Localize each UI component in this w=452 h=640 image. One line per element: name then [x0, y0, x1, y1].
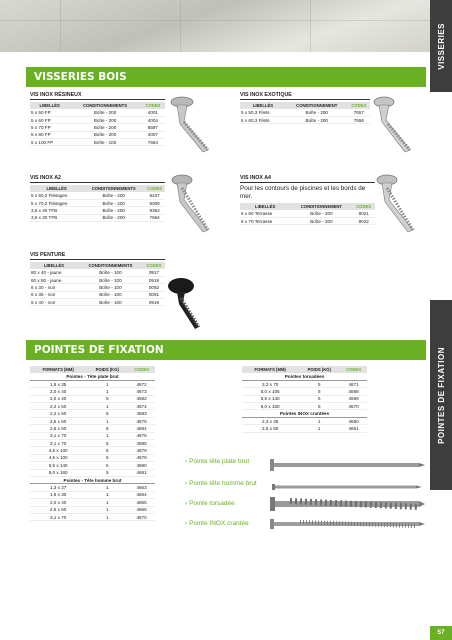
- section-banner-fixation: POINTES DE FIXATION: [26, 340, 426, 360]
- table-cell: 5 x 60,2 Filetages: [30, 192, 83, 199]
- table-row: [30, 109, 165, 116]
- table-cell: 7656: [348, 116, 370, 123]
- table-cell: 4664: [128, 491, 155, 498]
- table-row: [30, 131, 165, 138]
- table-cell: 3,5 x 30 TFB: [30, 214, 83, 221]
- table-cell: 2,0 x 40: [30, 388, 86, 395]
- table-row: [30, 269, 165, 276]
- table-cell: 4682: [128, 395, 155, 402]
- table-row: [30, 214, 165, 221]
- table-cell: 1: [86, 499, 128, 506]
- table-cell: Boîte - 200: [69, 109, 140, 116]
- table-cell: 2,5 x 60: [30, 425, 86, 432]
- block-vis-inox-resineux: [30, 92, 165, 146]
- table-cell: 3,1 x 70: [30, 432, 86, 439]
- table-row: [30, 403, 155, 410]
- table-cell: 4680: [128, 462, 155, 469]
- table-cell: 5 x 60,3 Filets: [240, 116, 286, 123]
- table-cell: 9021: [352, 210, 375, 217]
- table-cell: Boîte - 200: [69, 116, 140, 123]
- table-cell: 4684: [128, 425, 155, 432]
- table-cell: 0091: [143, 291, 165, 298]
- table-header-row: [30, 366, 155, 373]
- table-row: [30, 299, 165, 306]
- table-cell: 6 x 100 FP: [30, 139, 69, 146]
- product-table: [240, 203, 375, 225]
- table-row: [30, 462, 155, 469]
- table-cell: 5: [298, 380, 340, 387]
- chevron-right-icon: ›: [185, 458, 188, 465]
- product-table: [240, 102, 370, 124]
- table-cell: 4660: [340, 417, 367, 424]
- table-cell: 5: [298, 395, 340, 402]
- table-cell: 5: [86, 469, 128, 476]
- column-header: CONDITIONNEMENTS: [78, 262, 143, 269]
- table-cell: 5: [86, 395, 128, 402]
- header-photo: [0, 0, 452, 52]
- table-cell: 5 x 80 FP: [30, 131, 69, 138]
- table-cell: 1: [86, 491, 128, 498]
- table-cell: 4676: [128, 432, 155, 439]
- table-header-row: [30, 185, 165, 192]
- table-cell: Boîte - 100: [78, 299, 143, 306]
- table-row: [30, 447, 155, 454]
- nail-image-twisted: [270, 496, 425, 512]
- table-cell: 3,1 x 70: [30, 440, 86, 447]
- table-cell: 5: [298, 388, 340, 395]
- table-row: [242, 403, 367, 410]
- page-number: 57: [430, 626, 452, 640]
- group-title-row: [242, 410, 367, 417]
- table-cell: 1: [298, 417, 340, 424]
- table-cell: 4685: [128, 440, 155, 447]
- table-cell: 5: [86, 462, 128, 469]
- product-table: [30, 185, 165, 222]
- table-cell: 1: [86, 506, 128, 513]
- screw-image: [170, 92, 220, 158]
- table-cell: 4670: [128, 513, 155, 520]
- table-cell: Boîte - 100: [69, 139, 140, 146]
- table-cell: Boîte - 200: [290, 217, 352, 224]
- column-header: POIDS (KG): [86, 366, 128, 373]
- table-row: [30, 469, 155, 476]
- chevron-right-icon: ›: [185, 480, 188, 487]
- column-header: POIDS (KG): [298, 366, 340, 373]
- table-cell: 2,2 x 50: [30, 403, 86, 410]
- column-header: FORMATS (MM): [30, 366, 86, 373]
- column-header: CODES: [141, 102, 165, 109]
- table-row: [240, 116, 370, 123]
- table-row: [30, 410, 155, 417]
- table-cell: Boîte - 200: [83, 214, 144, 221]
- group-title: Pointes - Tête homme brut: [30, 476, 155, 483]
- table-cell: 0918: [143, 276, 165, 283]
- table-cell: 5 x 60 Terrasse: [240, 210, 290, 217]
- fixation-table-right: [242, 366, 367, 433]
- column-header: LIBELLÉS: [30, 262, 78, 269]
- column-header: CODES: [144, 185, 165, 192]
- table-row: [242, 417, 367, 424]
- nail-image-flat-head: [270, 458, 425, 472]
- column-header: CONDITIONNEMENT: [290, 203, 352, 210]
- table-row: [30, 417, 155, 424]
- section-banner-visseries: VISSERIES BOIS: [26, 67, 426, 87]
- table-cell: Boîte - 200: [69, 131, 140, 138]
- table-cell: 1: [86, 388, 128, 395]
- table-cell: 7664: [144, 214, 165, 221]
- table-row: [30, 506, 155, 513]
- block-vis-inox-a2: [30, 175, 165, 222]
- table-row: [30, 395, 155, 402]
- table-cell: Boîte - 200: [83, 199, 144, 206]
- table-cell: 5,5 x 140: [30, 462, 86, 469]
- table-row: [30, 192, 165, 199]
- fixation-table-left: [30, 366, 155, 521]
- table-cell: 1,8 x 35: [30, 380, 86, 387]
- table-cell: 4001: [141, 109, 165, 116]
- column-header: CODES: [143, 262, 165, 269]
- block-title: VIS INOX RÉSINEUX: [30, 92, 165, 100]
- table-cell: 4675: [128, 417, 155, 424]
- table-cell: 9022: [352, 217, 375, 224]
- nail-label: › Pointe tête homme brut: [185, 480, 257, 487]
- group-title: Pointes torsadées: [242, 373, 367, 380]
- block-title: VIS INOX EXOTIQUE: [240, 92, 370, 100]
- nail-image-lost-head: [272, 482, 422, 492]
- table-row: [242, 395, 367, 402]
- table-cell: 4679: [128, 447, 155, 454]
- table-cell: 2,0 x 40: [30, 395, 86, 402]
- table-header-row: [30, 102, 165, 109]
- table-cell: Boîte - 200: [83, 192, 144, 199]
- table-row: [30, 207, 165, 214]
- table-row: [30, 454, 155, 461]
- table-cell: 8597: [141, 124, 165, 131]
- block-fixation-right: [242, 366, 367, 433]
- table-row: [30, 499, 155, 506]
- table-cell: 2,5 x 60: [30, 417, 86, 424]
- column-header: FORMATS (MM): [242, 366, 298, 373]
- table-row: [240, 109, 370, 116]
- table-cell: 8009: [144, 199, 165, 206]
- table-cell: 4666: [128, 506, 155, 513]
- table-cell: 1: [86, 432, 128, 439]
- table-cell: Boîte - 200: [83, 207, 144, 214]
- group-title-row: [242, 373, 367, 380]
- table-cell: 5: [86, 410, 128, 417]
- table-cell: 4673: [128, 388, 155, 395]
- table-row: [30, 440, 155, 447]
- table-cell: 4671: [340, 380, 367, 387]
- screw-image: [170, 172, 220, 238]
- table-cell: 7664: [141, 139, 165, 146]
- block-title: VIS INOX A2: [30, 175, 165, 183]
- screw-image: [375, 172, 425, 238]
- table-cell: 2,5 x 60: [30, 506, 86, 513]
- nail-label: › Pointe INOX crantée: [185, 520, 249, 527]
- nail-image-ring-shank: [270, 518, 425, 530]
- block-vis-inox-a4: [240, 175, 375, 225]
- screw-image: [372, 92, 422, 158]
- table-row: [30, 276, 165, 283]
- table-cell: 7657: [348, 109, 370, 116]
- table-cell: 5: [86, 440, 128, 447]
- table-header-row: [242, 366, 367, 373]
- table-cell: 8437: [144, 192, 165, 199]
- table-cell: 6 x 30 - noir: [30, 284, 78, 291]
- chevron-right-icon: ›: [185, 500, 188, 507]
- table-row: [242, 425, 367, 432]
- table-cell: 3,1 x 70: [30, 513, 86, 520]
- table-cell: 5 x 60 FP: [30, 116, 69, 123]
- table-row: [30, 124, 165, 131]
- table-row: [240, 217, 375, 224]
- table-row: [242, 388, 367, 395]
- table-cell: 5,5 x 140: [242, 395, 298, 402]
- table-cell: 6 x 40 - noir: [30, 299, 78, 306]
- table-row: [30, 484, 155, 491]
- table-cell: 1: [86, 403, 128, 410]
- column-header: CODES: [128, 366, 155, 373]
- table-cell: 4,5 x 100: [30, 454, 86, 461]
- table-cell: 5: [86, 425, 128, 432]
- column-header: CONDITIONNEMENTS: [69, 102, 140, 109]
- table-row: [30, 388, 155, 395]
- table-cell: 4661: [340, 425, 367, 432]
- column-header: LIBELLÉS: [240, 102, 286, 109]
- table-cell: 60 x 40 - jaune: [30, 269, 78, 276]
- table-cell: 0092: [143, 284, 165, 291]
- table-cell: 4669: [340, 395, 367, 402]
- table-cell: 2,2 x 50: [30, 410, 86, 417]
- group-title-row: [30, 373, 155, 380]
- chevron-right-icon: ›: [185, 520, 188, 527]
- table-cell: 2,0 x 40: [30, 499, 86, 506]
- table-cell: 4,5 x 100: [30, 447, 86, 454]
- block-vis-inox-exotique: [240, 92, 370, 124]
- table-cell: 3,5 x 40 TFB: [30, 207, 83, 214]
- table-cell: 4007: [141, 131, 165, 138]
- table-cell: 3,2 x 70: [242, 380, 298, 387]
- table-cell: 1: [86, 484, 128, 491]
- table-cell: Boîte - 100: [78, 276, 143, 283]
- table-cell: 4674: [128, 403, 155, 410]
- table-cell: 5 x 50 FP: [30, 109, 69, 116]
- table-cell: 4672: [128, 380, 155, 387]
- table-cell: 5 x 70,2 Filetages: [30, 199, 83, 206]
- table-cell: 0917: [143, 269, 165, 276]
- table-cell: 5 x 50,3 Filets: [240, 109, 286, 116]
- column-header: CODES: [348, 102, 370, 109]
- table-row: [240, 210, 375, 217]
- table-cell: 1: [86, 513, 128, 520]
- table-cell: 4681: [128, 469, 155, 476]
- nail-label: › Pointe tête plate brut: [185, 458, 250, 465]
- product-table: [30, 102, 165, 146]
- table-cell: 1,6 x 30: [30, 491, 86, 498]
- table-cell: 1,3 x 27: [30, 484, 86, 491]
- table-cell: 1: [298, 425, 340, 432]
- table-cell: 5 x 70 Terrasse: [240, 217, 290, 224]
- table-cell: Boîte - 100: [78, 284, 143, 291]
- table-header-row: [240, 102, 370, 109]
- block-vis-penture: [30, 252, 165, 306]
- table-row: [30, 380, 155, 387]
- table-cell: 2,5 x 50: [242, 425, 298, 432]
- table-cell: Boîte - 200: [69, 124, 140, 131]
- column-header: CONDITIONNEMENT: [286, 102, 348, 109]
- group-title: Pointes INOX crantées: [242, 410, 367, 417]
- table-header-row: [30, 262, 165, 269]
- table-cell: 6,0 x 160: [30, 469, 86, 476]
- table-cell: 0919: [143, 299, 165, 306]
- column-header: LIBELLÉS: [30, 185, 83, 192]
- table-row: [30, 425, 155, 432]
- table-cell: 5: [86, 447, 128, 454]
- column-header: LIBELLÉS: [30, 102, 69, 109]
- table-cell: 6 x 35 - noir: [30, 291, 78, 298]
- table-cell: 5: [86, 454, 128, 461]
- block-description: Pour les contours de piscines et les bords de mer.: [240, 185, 366, 200]
- table-row: [30, 116, 165, 123]
- column-header: LIBELLÉS: [240, 203, 290, 210]
- table-cell: 5: [298, 403, 340, 410]
- table-cell: 2,3 x 45: [242, 417, 298, 424]
- block-title: VIS INOX A4: [240, 175, 375, 183]
- table-cell: 4683: [128, 410, 155, 417]
- table-cell: Boîte - 100: [78, 269, 143, 276]
- table-cell: 9362: [144, 207, 165, 214]
- table-cell: 4665: [128, 499, 155, 506]
- table-cell: Boîte - 200: [286, 109, 348, 116]
- block-title: VIS PENTURE: [30, 252, 165, 260]
- group-title-row: [30, 476, 155, 483]
- table-header-row: [240, 203, 375, 210]
- screw-image: [165, 272, 215, 332]
- table-cell: 1: [86, 380, 128, 387]
- table-row: [30, 513, 155, 520]
- table-row: [30, 432, 155, 439]
- table-cell: Boîte - 200: [286, 116, 348, 123]
- table-row: [30, 291, 165, 298]
- table-row: [242, 380, 367, 387]
- table-cell: Boîte - 100: [78, 291, 143, 298]
- table-cell: 4670: [340, 403, 367, 410]
- table-cell: Boîte - 200: [290, 210, 352, 217]
- table-cell: 6,0 x 160: [242, 403, 298, 410]
- table-row: [30, 199, 165, 206]
- table-row: [30, 139, 165, 146]
- table-cell: 5 x 70 FP: [30, 124, 69, 131]
- side-tab-fixation: POINTES DE FIXATION: [430, 300, 452, 490]
- table-cell: 60 x 50 - jaune: [30, 276, 78, 283]
- group-title: Pointes - Tête plate brut: [30, 373, 155, 380]
- product-table: [30, 262, 165, 306]
- column-header: CONDITIONNEMENTS: [83, 185, 144, 192]
- table-cell: 4679: [128, 454, 155, 461]
- table-row: [30, 284, 165, 291]
- table-cell: 4004: [141, 116, 165, 123]
- nail-label: › Pointe torsadée: [185, 500, 235, 507]
- side-tab-visseries: VISSERIES: [430, 0, 452, 92]
- table-row: [30, 491, 155, 498]
- table-cell: 4668: [340, 388, 367, 395]
- block-fixation-left: [30, 366, 155, 521]
- table-cell: 4663: [128, 484, 155, 491]
- table-cell: 1: [86, 417, 128, 424]
- column-header: CODES: [352, 203, 375, 210]
- table-cell: 5,0 x 105: [242, 388, 298, 395]
- column-header: CODES: [340, 366, 367, 373]
